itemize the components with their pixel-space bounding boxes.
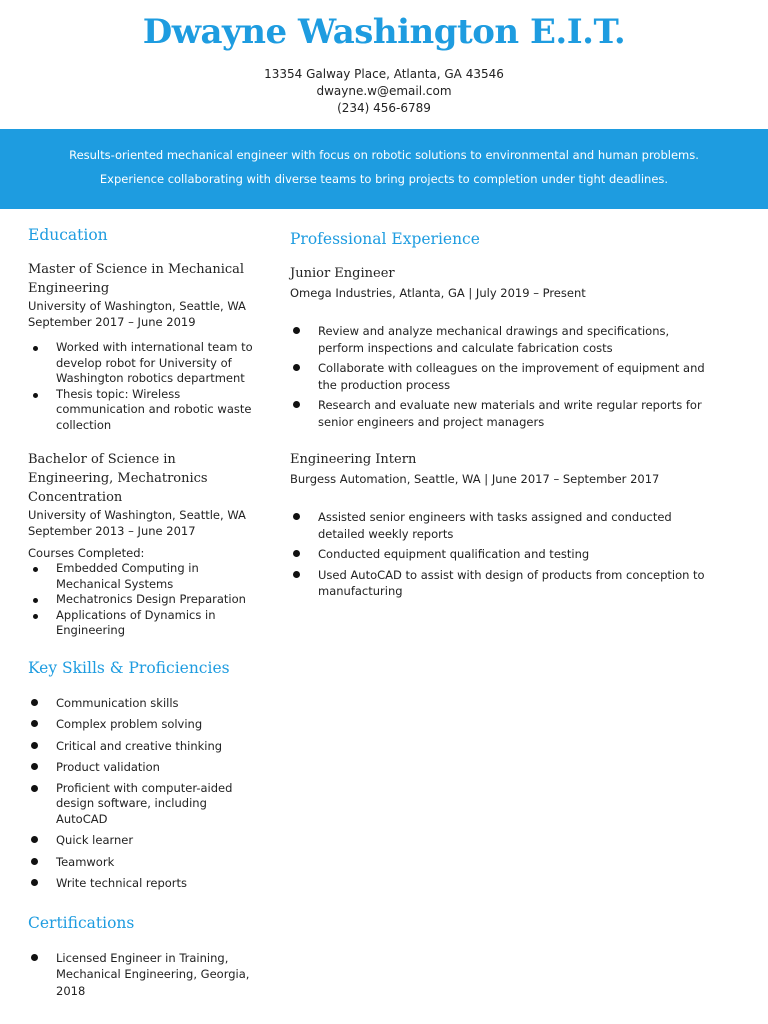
list-item: Thesis topic: Wireless communication and robotic waste collection: [28, 387, 260, 434]
list-item: Communication skills: [28, 695, 260, 712]
certifications-list: [28, 950, 260, 1000]
list-item: Proficient with computer-aided design software, including AutoCAD: [28, 781, 260, 828]
candidate-name: Dwayne Washington E.I.T.: [142, 12, 626, 52]
job-company: Omega Industries, Atlanta, GA | July 2019 – Present: [290, 286, 586, 300]
summary-line-1: Results-oriented mechanical engineer with focus on robotic solutions to environmental and human problems.: [69, 148, 699, 162]
bachelors-degree: Bachelor of Science in Engineering, Mechatronics Concentration: [28, 452, 208, 505]
list-item: Worked with international team to develop robot for University of Washington robotics department: [28, 340, 260, 387]
email: dwayne.w@email.com: [316, 84, 452, 98]
masters-entry: [28, 260, 260, 433]
list-item: Critical and creative thinking: [28, 738, 260, 755]
list-item: Complex problem solving: [28, 716, 260, 733]
address: 13354 Galway Place, Atlanta, GA 43546: [264, 67, 504, 81]
bachelors-school: University of Washington, Seattle, WA: [28, 508, 246, 522]
list-item: Product validation: [28, 759, 260, 776]
list-item: Embedded Computing in Mechanical Systems: [28, 561, 260, 592]
list-item: Applications of Dynamics in Engineering: [28, 608, 260, 639]
left-column: [28, 226, 260, 999]
masters-dates: September 2017 – June 2019: [28, 315, 196, 329]
skills-list: [28, 695, 260, 892]
experience-heading: Professional Experience: [290, 230, 480, 248]
list-item: Licensed Engineer in Training, Mechanical Engineering, Georgia, 2018: [28, 950, 260, 1000]
job-title: Junior Engineer: [290, 266, 395, 281]
education-heading: Education: [28, 226, 108, 244]
list-item: Collaborate with colleagues on the improvement of equipment and the production process: [290, 360, 710, 393]
courses-label: Courses Completed:: [28, 546, 145, 560]
list-item: Quick learner: [28, 832, 260, 849]
bachelors-entry: [28, 450, 260, 639]
phone: (234) 456-6789: [337, 101, 431, 115]
list-item: Review and analyze mechanical drawings and specifications, perform inspections and calculate fabrication costs: [290, 323, 710, 356]
masters-degree: Master of Science in Mechanical Engineering: [28, 262, 245, 296]
summary-line-2: Experience collaborating with diverse teams to bring projects to completion under tight deadlines.: [99, 172, 669, 186]
contact-info: [0, 66, 768, 117]
job-title: Engineering Intern: [290, 452, 417, 467]
list-item: Assisted senior engineers with tasks assigned and conducted detailed weekly reports: [290, 509, 710, 542]
job-company: Burgess Automation, Seattle, WA | June 2017 – September 2017: [290, 472, 660, 486]
courses-list: [28, 561, 260, 639]
list-item: Research and evaluate new materials and write regular reports for senior engineers and project managers: [290, 397, 710, 430]
job-entry: [290, 264, 710, 430]
certifications-heading: Certifications: [28, 913, 135, 932]
skills-heading: Key Skills & Proficiencies: [28, 658, 230, 677]
list-item: Conducted equipment qualification and testing: [290, 546, 710, 563]
list-item: Teamwork: [28, 854, 260, 871]
bachelors-dates: September 2013 – June 2017: [28, 524, 196, 538]
list-item: Used AutoCAD to assist with design of products from conception to manufacturing: [290, 567, 710, 600]
summary-banner: [0, 129, 768, 209]
right-column: [290, 230, 710, 600]
job-entry: [290, 450, 710, 600]
masters-school: University of Washington, Seattle, WA: [28, 299, 246, 313]
list-item: Write technical reports: [28, 875, 260, 892]
list-item: Mechatronics Design Preparation: [28, 592, 260, 608]
job-bullets: [290, 323, 710, 430]
masters-bullets: [28, 340, 260, 433]
job-bullets: [290, 509, 710, 600]
